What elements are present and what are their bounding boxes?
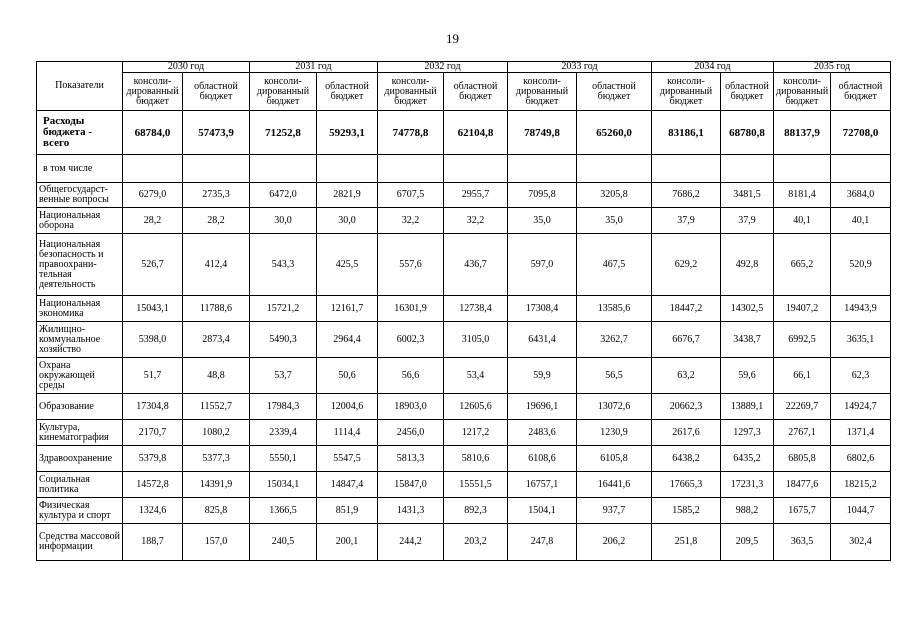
cell-value: 5547,5 [317,446,378,472]
table-row [37,296,891,322]
cell-value: 53,4 [444,358,508,394]
cell-value: 6805,8 [774,446,831,472]
cell-value: 12738,4 [444,296,508,322]
cell-value: 247,8 [508,524,577,561]
cell-value: 1230,9 [577,420,652,446]
cell-value: 65260,0 [577,111,652,155]
year-header: 2031 год [250,62,378,73]
cell-value: 1324,6 [123,498,183,524]
cell-value: 851,9 [317,498,378,524]
cell-value: 50,6 [317,358,378,394]
cell-value: 6002,3 [378,322,444,358]
cell-value: 83186,1 [652,111,721,155]
cell-value: 16301,9 [378,296,444,322]
row-label: Физическая культура и спорт [37,498,123,524]
total-row [37,111,891,155]
cell-value: 6431,4 [508,322,577,358]
cell-value: 6707,5 [378,183,444,208]
cell-value: 188,7 [123,524,183,561]
cell-value: 12161,7 [317,296,378,322]
budget-table [36,61,891,561]
table-row [37,394,891,420]
cell-value: 62,3 [831,358,891,394]
cell-value: 18447,2 [652,296,721,322]
cell-value: 988,2 [721,498,774,524]
cell-value: 526,7 [123,234,183,296]
cell-value: 6105,8 [577,446,652,472]
cell-value: 5490,3 [250,322,317,358]
cell-value: 40,1 [774,208,831,234]
cell-value: 436,7 [444,234,508,296]
cell-value: 14924,7 [831,394,891,420]
cell-value: 1114,4 [317,420,378,446]
cell-value: 59293,1 [317,111,378,155]
cell-value: 520,9 [831,234,891,296]
cell-value: 6992,5 [774,322,831,358]
cell-value: 3205,8 [577,183,652,208]
cell-value: 72708,0 [831,111,891,155]
cell-value: 37,9 [652,208,721,234]
cell-value: 5379,8 [123,446,183,472]
cell-value: 3438,7 [721,322,774,358]
cell-value: 1217,2 [444,420,508,446]
cell-value: 59,6 [721,358,774,394]
cell-value: 5398,0 [123,322,183,358]
row-label: Национальная экономика [37,296,123,322]
cell-value: 14391,9 [183,472,250,498]
cell-value: 16441,6 [577,472,652,498]
cell-value: 68784,0 [123,111,183,155]
cell-value: 302,4 [831,524,891,561]
cell-value: 53,7 [250,358,317,394]
cell-value: 1044,7 [831,498,891,524]
cell-value: 412,4 [183,234,250,296]
cell-value: 37,9 [721,208,774,234]
row-label: Здравоохранение [37,446,123,472]
cell-value: 32,2 [444,208,508,234]
table-row [37,358,891,394]
cell-value: 11552,7 [183,394,250,420]
cell-value: 6472,0 [250,183,317,208]
cell-value: 30,0 [250,208,317,234]
cell-value: 17231,3 [721,472,774,498]
table-row [37,208,891,234]
cell-value: 7095,8 [508,183,577,208]
cell-value: 1080,2 [183,420,250,446]
cell-value: 3684,0 [831,183,891,208]
cell-value: 157,0 [183,524,250,561]
cell-value: 56,6 [378,358,444,394]
year-header: 2034 год [652,62,774,73]
row-label: Национальная оборона [37,208,123,234]
cell-value: 35,0 [577,208,652,234]
cell-value: 30,0 [317,208,378,234]
cell-value: 203,2 [444,524,508,561]
cell-value: 15551,5 [444,472,508,498]
cell-value: 3481,5 [721,183,774,208]
consolidated-budget-header: консоли-дированный бюджет [378,73,444,111]
table-row [37,446,891,472]
indicators-header: Показатели [37,62,123,111]
cell-value: 6676,7 [652,322,721,358]
cell-value: 2339,4 [250,420,317,446]
cell-value: 937,7 [577,498,652,524]
table-header [37,62,891,111]
cell-value: 492,8 [721,234,774,296]
regional-budget-header: областной бюджет [577,73,652,111]
cell-value: 363,5 [774,524,831,561]
cell-value: 35,0 [508,208,577,234]
cell-value: 20662,3 [652,394,721,420]
cell-value: 13585,6 [577,296,652,322]
cell-value: 244,2 [378,524,444,561]
cell-value: 14943,9 [831,296,891,322]
cell-value: 18215,2 [831,472,891,498]
cell-value: 467,5 [577,234,652,296]
cell-value: 629,2 [652,234,721,296]
cell-value: 892,3 [444,498,508,524]
row-label: Образование [37,394,123,420]
consolidated-budget-header: консоли-дированный бюджет [508,73,577,111]
year-header: 2032 год [378,62,508,73]
cell-value: 543,3 [250,234,317,296]
cell-value: 2617,6 [652,420,721,446]
cell-value: 2735,3 [183,183,250,208]
cell-value: 5550,1 [250,446,317,472]
cell-value: 78749,8 [508,111,577,155]
cell-value: 6438,2 [652,446,721,472]
table-body [37,111,891,561]
cell-value: 13072,6 [577,394,652,420]
cell-value: 1431,3 [378,498,444,524]
year-header: 2033 год [508,62,652,73]
row-label: Социальная политика [37,472,123,498]
cell-value: 32,2 [378,208,444,234]
cell-value: 557,6 [378,234,444,296]
cell-value: 6802,6 [831,446,891,472]
consolidated-budget-header: консоли-дированный бюджет [652,73,721,111]
cell-value: 209,5 [721,524,774,561]
regional-budget-header: областной бюджет [317,73,378,111]
cell-value: 22269,7 [774,394,831,420]
cell-value: 17308,4 [508,296,577,322]
cell-value: 5377,3 [183,446,250,472]
row-label: Культура, кинематография [37,420,123,446]
cell-value: 74778,8 [378,111,444,155]
cell-value: 6108,6 [508,446,577,472]
cell-value: 2170,7 [123,420,183,446]
cell-value: 1371,4 [831,420,891,446]
cell-value: 6435,2 [721,446,774,472]
cell-value: 7686,2 [652,183,721,208]
cell-value: 28,2 [183,208,250,234]
table-row [37,183,891,208]
subheader-row [37,73,891,111]
cell-value: 3635,1 [831,322,891,358]
cell-value: 2955,7 [444,183,508,208]
row-label: Охрана окружающей среды [37,358,123,394]
cell-value: 2821,9 [317,183,378,208]
cell-value: 2456,0 [378,420,444,446]
cell-value: 14572,8 [123,472,183,498]
cell-value: 19696,1 [508,394,577,420]
cell-value: 28,2 [123,208,183,234]
cell-value: 425,5 [317,234,378,296]
page-number: 19 [446,31,459,46]
cell-value: 18903,0 [378,394,444,420]
year-header: 2035 год [774,62,891,73]
cell-value: 40,1 [831,208,891,234]
cell-value: 15847,0 [378,472,444,498]
regional-budget-header: областной бюджет [183,73,250,111]
cell-value: 1585,2 [652,498,721,524]
cell-value: 19407,2 [774,296,831,322]
cell-value: 63,2 [652,358,721,394]
table-row [37,524,891,561]
cell-value: 12605,6 [444,394,508,420]
cell-value: 6279,0 [123,183,183,208]
cell-value: 13889,1 [721,394,774,420]
cell-value: 2767,1 [774,420,831,446]
cell-value: 16757,1 [508,472,577,498]
cell-value: 5810,6 [444,446,508,472]
cell-value: 12004,6 [317,394,378,420]
cell-value: 66,1 [774,358,831,394]
table-row [37,498,891,524]
cell-value: 15721,2 [250,296,317,322]
cell-value: 18477,6 [774,472,831,498]
cell-value: 665,2 [774,234,831,296]
cell-value: 3105,0 [444,322,508,358]
cell-value: 2964,4 [317,322,378,358]
cell-value: 8181,4 [774,183,831,208]
cell-value: 17665,3 [652,472,721,498]
regional-budget-header: областной бюджет [831,73,891,111]
row-label: Национальная безопасность и правоохрани-тельная деятельность [37,234,123,296]
table-row [37,322,891,358]
cell-value: 88137,9 [774,111,831,155]
cell-value: 68780,8 [721,111,774,155]
cell-value: 1366,5 [250,498,317,524]
cell-value: 48,8 [183,358,250,394]
cell-value: 14847,4 [317,472,378,498]
consolidated-budget-header: консоли-дированный бюджет [250,73,317,111]
row-label: Общегосударст-венные вопросы [37,183,123,208]
cell-value: 3262,7 [577,322,652,358]
cell-value: 71252,8 [250,111,317,155]
row-label: Расходы бюджета - всего [37,111,123,155]
table-row [37,234,891,296]
cell-value: 240,5 [250,524,317,561]
cell-value: 62104,8 [444,111,508,155]
cell-value: 17984,3 [250,394,317,420]
cell-value: 14302,5 [721,296,774,322]
including-label: в том числе [37,155,123,183]
table-row [37,472,891,498]
cell-value: 5813,3 [378,446,444,472]
cell-value: 59,9 [508,358,577,394]
cell-value: 1675,7 [774,498,831,524]
cell-value: 57473,9 [183,111,250,155]
cell-value: 206,2 [577,524,652,561]
cell-value: 1504,1 [508,498,577,524]
regional-budget-header: областной бюджет [444,73,508,111]
including-row [37,155,891,183]
row-label: Средства массовой информации [37,524,123,561]
consolidated-budget-header: консоли-дированный бюджет [123,73,183,111]
regional-budget-header: областной бюджет [721,73,774,111]
consolidated-budget-header: консоли-дированный бюджет [774,73,831,111]
year-header-row [37,62,891,73]
table-row [37,420,891,446]
cell-value: 15043,1 [123,296,183,322]
cell-value: 15034,1 [250,472,317,498]
cell-value: 51,7 [123,358,183,394]
cell-value: 597,0 [508,234,577,296]
cell-value: 2873,4 [183,322,250,358]
cell-value: 1297,3 [721,420,774,446]
cell-value: 17304,8 [123,394,183,420]
year-header: 2030 год [123,62,250,73]
cell-value: 56,5 [577,358,652,394]
cell-value: 2483,6 [508,420,577,446]
cell-value: 251,8 [652,524,721,561]
cell-value: 11788,6 [183,296,250,322]
cell-value: 200,1 [317,524,378,561]
row-label: Жилищно-коммунальное хозяйство [37,322,123,358]
cell-value: 825,8 [183,498,250,524]
